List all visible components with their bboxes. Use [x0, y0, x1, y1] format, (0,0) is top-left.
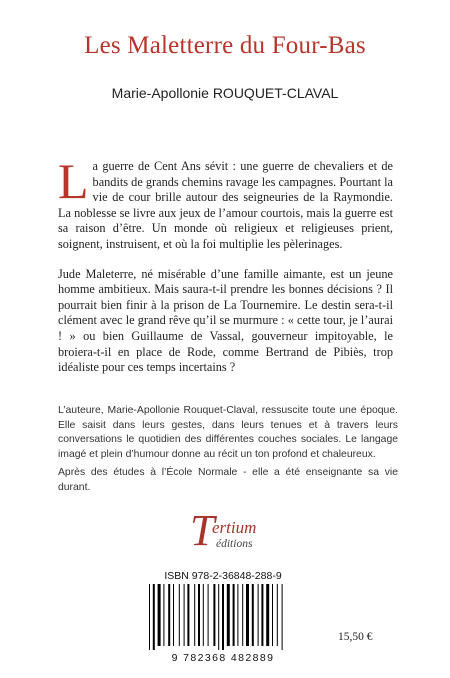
author-name: Marie-Apollonie ROUQUET-CLAVAL [111, 85, 339, 101]
barcode-bar [208, 584, 209, 646]
barcode-bar [168, 584, 170, 646]
barcode-bar [258, 584, 259, 646]
barcode-bar [179, 584, 180, 646]
barcode-bar [266, 584, 269, 646]
barcode-bar [213, 584, 215, 646]
price: 15,50 € [338, 631, 373, 643]
barcode-bar [163, 584, 164, 646]
isbn-label: ISBN 978-2-36848-288-9 [164, 570, 282, 582]
barcode-bar [233, 584, 235, 646]
barcode-icon [139, 584, 307, 650]
barcode-area [139, 570, 307, 665]
barcode-bar [252, 584, 254, 646]
logo-subtitle: éditions [216, 538, 253, 550]
barcode-bar [246, 584, 249, 646]
bio-paragraph-1: L’auteure, Marie-Apollonie Rouquet-Claval, ressuscite toute une époque. Elle saisit dans leurs gestes, dans leurs tenues et à travers leurs conversations le quotidien des différentes couches sociales. Le langage imagé et plein d’humour donne au récit un ton profond et chaleureux. [58, 405, 398, 460]
barcode-bar [158, 584, 161, 646]
barcode-bar [198, 584, 200, 646]
barcode-bar [203, 584, 204, 646]
barcode-bar [173, 584, 174, 646]
barcode-bar [184, 584, 185, 646]
synopsis-paragraph-1-text: a guerre de Cent Ans sévit : une guerre de chevaliers et de bandits de grands chemins ravage les campagnes. Pourtant la vie de cour brille autour des seigneuries de la Raymondie. La noblesse se livre aux jeux de l’amour courtois, mais la guerre est sa raison d’être. Un monde où religieux et religieuses prient, soignent, instruisent, et où la foi multiplie les pèlerinages. [58, 159, 393, 251]
barcode-bar [237, 584, 238, 646]
barcode-bar [272, 584, 273, 646]
logo-initial: T [190, 506, 215, 555]
barcode-bar [261, 584, 263, 646]
barcode-bar [153, 584, 155, 650]
barcode-bar [227, 584, 230, 646]
barcode-digits: 9 782368 482889 [171, 652, 275, 664]
publisher-logo [190, 506, 280, 555]
barcode-bar [149, 584, 150, 650]
barcode-bar [242, 584, 243, 646]
synopsis-paragraph-2: Jude Maleterre, né misérable d’une famille aimante, est un jeune homme ambitieux. Mais saura-t-il prendre les bonnes décisions ? Il pourrait bien finir à la prison de La Tournemire. Le destin sera-t-il clément avec le grand rêve qu’il se murmure : « cette tour, je l’aurai ! » ou bien Guillaume de Vassal, gouverneur impitoyable, le broiera-t-il en place de Rode, comme Bertrand de Pibiès, trop idéaliste pour ces temps incertains ? [58, 266, 393, 375]
bio-paragraph-2: Après des études à l’École Normale - elle a été enseignante sa vie durant. [58, 467, 398, 493]
logo-wordmark: ertium [212, 518, 257, 537]
barcode-bar [222, 584, 224, 650]
author-bio [58, 404, 398, 499]
book-title: Les Maletterre du Four-Bas [84, 32, 366, 59]
drop-cap: L [58, 153, 89, 209]
barcode-bar [277, 584, 278, 646]
barcode-bar [194, 584, 195, 646]
barcode-bar [187, 584, 189, 646]
synopsis [58, 153, 393, 390]
barcode-bar [282, 584, 283, 650]
barcode-bar [218, 584, 219, 650]
synopsis-paragraph-1 [58, 153, 393, 253]
